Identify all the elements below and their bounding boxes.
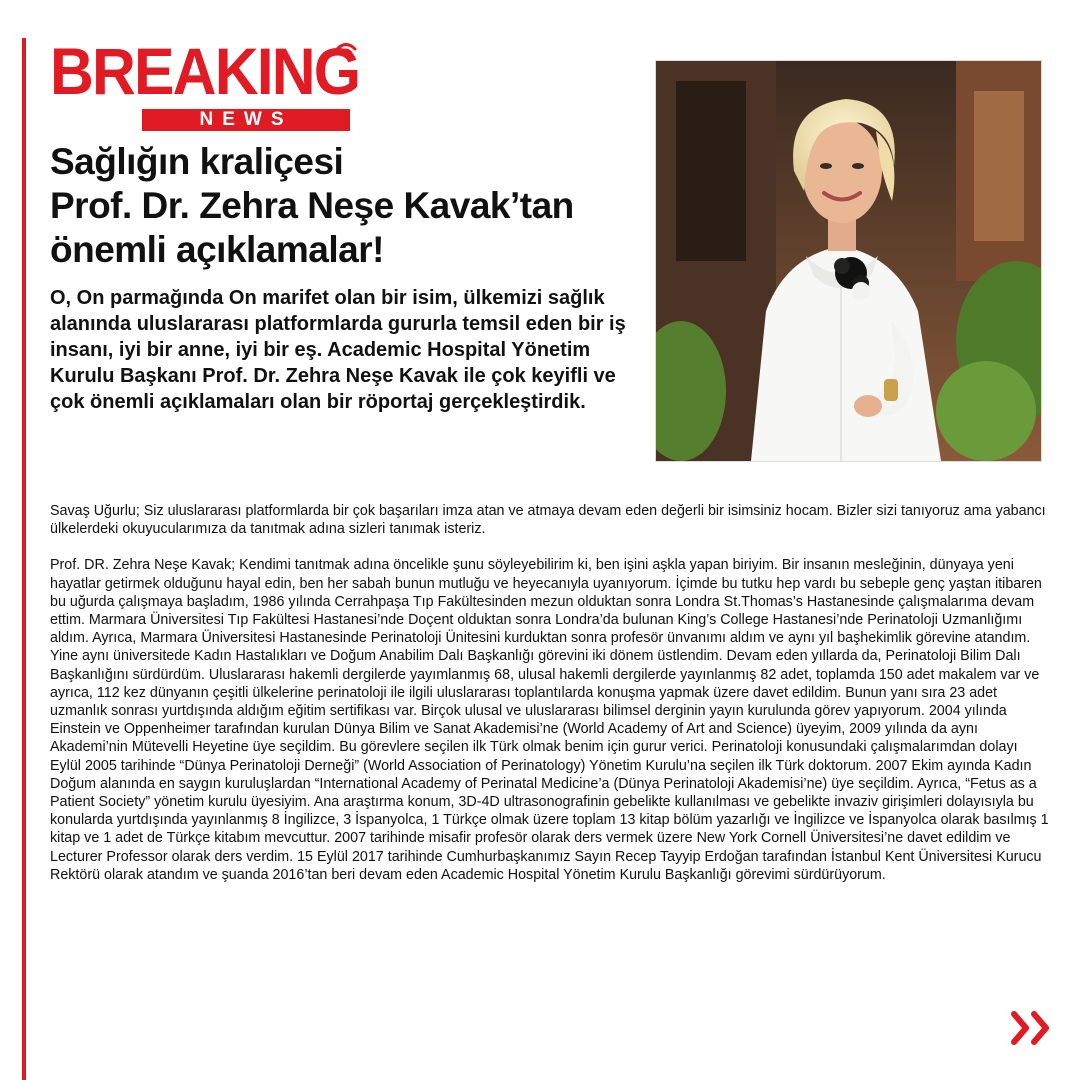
- signal-icon: [335, 40, 357, 60]
- headline: [50, 140, 650, 272]
- breaking-news-logo: [50, 34, 360, 130]
- portrait-illustration: [656, 61, 1041, 461]
- left-accent-bar: [22, 38, 26, 1080]
- headline-line-3: önemli açıklamalar!: [50, 229, 384, 270]
- headline-line-1: Sağlığın kraliçesi: [50, 141, 344, 182]
- interview-answer: Prof. DR. Zehra Neşe Kavak; Kendimi tanıtmak adına öncelikle şunu söyleyebilirim ki, ben işini aşkla yapan biriyim. Bir insanın mesleğinin, dünyaya yeni hayatlar getirmek olduğunu hayal edin, ben her sabah bunun mutluğu ve heyecanıyla uyanıyorum. İçimde bu tutku hep vardı bu sebeple genç yaştan itibaren bu uğurda çalışmaya başladım, 1986 yılında Cerrahpaşa Tıp Fakültesinden mezun olduktan sonra Londra St.Thomas’s Hastanesinde çalışmalarıma devam ettim. Marmara Üniversitesi Tıp Fakültesi Hastanesi’nde Doçent olduktan sonra Londra’da bulunan King’s College Hastanesi’nde Perinatoloji Uzmanlığımı aldım. Ayrıca, Marmara Üniversitesi Hastanesinde Perinatoloji Ünitesini kurduktan sonra profesör ünvanımı aldım ve aynı yıl başhekimlik görevine atandım. Yine aynı üniversitede Kadın Hastalıkları ve Doğum Anabilim Dalı Başkanlığı görevini iki dönem üstlendim. Devam eden yıllarda da, Perinatoloji Bilim Dalı Başkanlığını sürdürdüm. Uluslararası hakemli dergilerde yayımlanmış 68, ulusal hakemli dergilerde yayınlanmış 82 adet, toplamda 150 adet makalem var ve ayrıca, 112 kez dünyanın çeşitli ülkelerine perinatoloji ile ilgili uluslararası toplantılarda konuşma yapmak üzere davet edildim. Bunun yanı sıra 23 adet uzmanlık sonrası yurtdışında aldığım eğitim sertifikası var. Birçok ulusal ve uluslararası bilimsel derginin yayın kurulunda görev yapıyorum. 2004 yılında Einstein ve Oppenheimer tarafından kurulan Dünya Bilim ve Sanat Akademisi’ne (World Academy of Art and Science) üyeyim, 2009 yılında da aynı Akademi’nin Mütevelli Heyetine üye seçildim. Bu görevlere seçilen ilk Türk olmak benim için gurur verici. Perinatoloji konusundaki çalışmalarımdan dolayı Eylül 2005 tarihinde “Dünya Perinatoloji Derneği” (World Association of Perinatology) Yönetim Kurulu’na seçilen ilk Türk doktorum. 2007 Ekim ayında Kadın Doğum alanında en saygın kuruluşlardan “International Academy of Perinatal Medicine’a (Dünya Perinatoloji Akademisi’ne) üye seçildim. Ayrıca, “Fetus as a Patient Society” yönetim kurulu üyesiyim. Ana araştırma konum, 3D-4D ultrasonografinin gebelikte kullanılması ve gebelikte invaziv girişimleri dolayısıyla bu konularda yurtdışında yayınlanmış 8 İngilizce, 3 İspanyolca, 1 Türkçe olmak üzere toplam 13 kitap bölüm yazarlığı ve İngilizce ve İspanyolca olarak basılmış 1 kitap ve 1 adet de Türkçe kitabım mevcuttur. 2007 tarihinde misafir profesör olarak ders vermek üzere New York Cornell Üniversitesi’ne davet edildim ve Lecturer Professor olarak ders verdim. 15 Eylül 2017 tarihinde Cumhurbaşkanımız Sayın Recep Tayyip Erdoğan tarafından İstanbul Kent Üniversitesi Kurucu Rektörü olarak atandım ve şuanda 2016’tan beri devam eden Academic Hospital Yönetim Kurulu Başkanlığı görevimi sürdürüyorum.: [50, 557, 1049, 883]
- logo-sub: NEWS: [199, 109, 293, 130]
- lead-paragraph: O, On parmağında On marifet olan bir isim, ülkemizi sağlık alanında uluslararası platformlarda gururla temsil eden bir iş insanı, iyi bir anne, iyi bir eş. Academic Hospital Yönetim Kurulu Başkanı Prof. Dr. Zehra Neşe Kavak ile çok keyifli ve çok önemli açıklamaları olan bir röportaj gerçekleştirdik.: [50, 287, 626, 413]
- headline-line-2: Prof. Dr. Zehra Neşe Kavak’tan: [50, 185, 574, 226]
- double-chevron-right-icon[interactable]: [1010, 1010, 1058, 1046]
- interview-question: Savaş Uğurlu; Siz uluslararası platformlarda bir çok başarıları imza atan ve atmaya devam eden değerli bir isimsiniz hocam. Bizler sizi tanıyoruz ama yabancı ülkelerdeki okuyucularımıza da tanıtmak adına sizleri tanımak isteriz.: [50, 503, 1046, 538]
- logo-word: BREAKING: [50, 34, 360, 108]
- portrait-photo: [655, 60, 1042, 462]
- article-body: [50, 502, 1050, 902]
